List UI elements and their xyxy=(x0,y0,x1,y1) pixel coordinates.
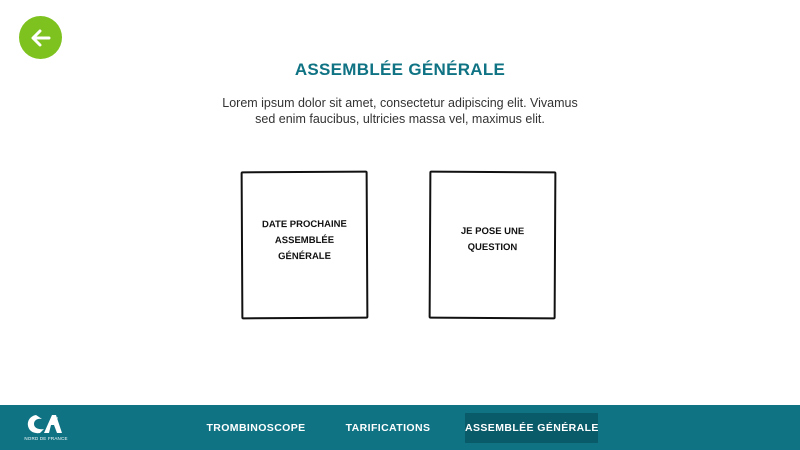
card-label-line: QUESTION xyxy=(467,241,518,254)
card-label-line: JE POSE UNE xyxy=(460,225,525,238)
nav-tab-trombinoscope[interactable]: TROMBINOSCOPE xyxy=(206,422,306,434)
card-label-line: DATE PROCHAINE xyxy=(261,218,347,231)
ask-question-card[interactable] xyxy=(429,171,557,320)
nav-tab-tarifications[interactable]: TARIFICATIONS xyxy=(345,422,431,434)
card-label xyxy=(442,224,542,257)
footer-nav-bar xyxy=(0,405,800,450)
page-title: ASSEMBLÉE GÉNÉRALE xyxy=(294,60,506,79)
card-label-line: ASSEMBLÉE xyxy=(274,234,335,247)
card-label-line: GÉNÉRALE xyxy=(278,250,331,263)
arrow-left-icon xyxy=(29,26,53,50)
card-label xyxy=(254,217,354,266)
intro-line-2: sed enim faucibus, ultricies massa vel, maximus elit. xyxy=(255,112,545,126)
intro-text xyxy=(215,95,585,127)
nav-tab-assemblee-generale[interactable]: ASSEMBLÉE GÉNÉRALE xyxy=(465,413,598,443)
back-button[interactable] xyxy=(19,16,62,59)
intro-line-1: Lorem ipsum dolor sit amet, consectetur adipiscing elit. Vivamus xyxy=(222,96,578,110)
next-assembly-date-card[interactable] xyxy=(241,171,369,320)
credit-agricole-logo-icon xyxy=(22,411,70,447)
logo-caption: NORD DE FRANCE xyxy=(24,436,68,441)
